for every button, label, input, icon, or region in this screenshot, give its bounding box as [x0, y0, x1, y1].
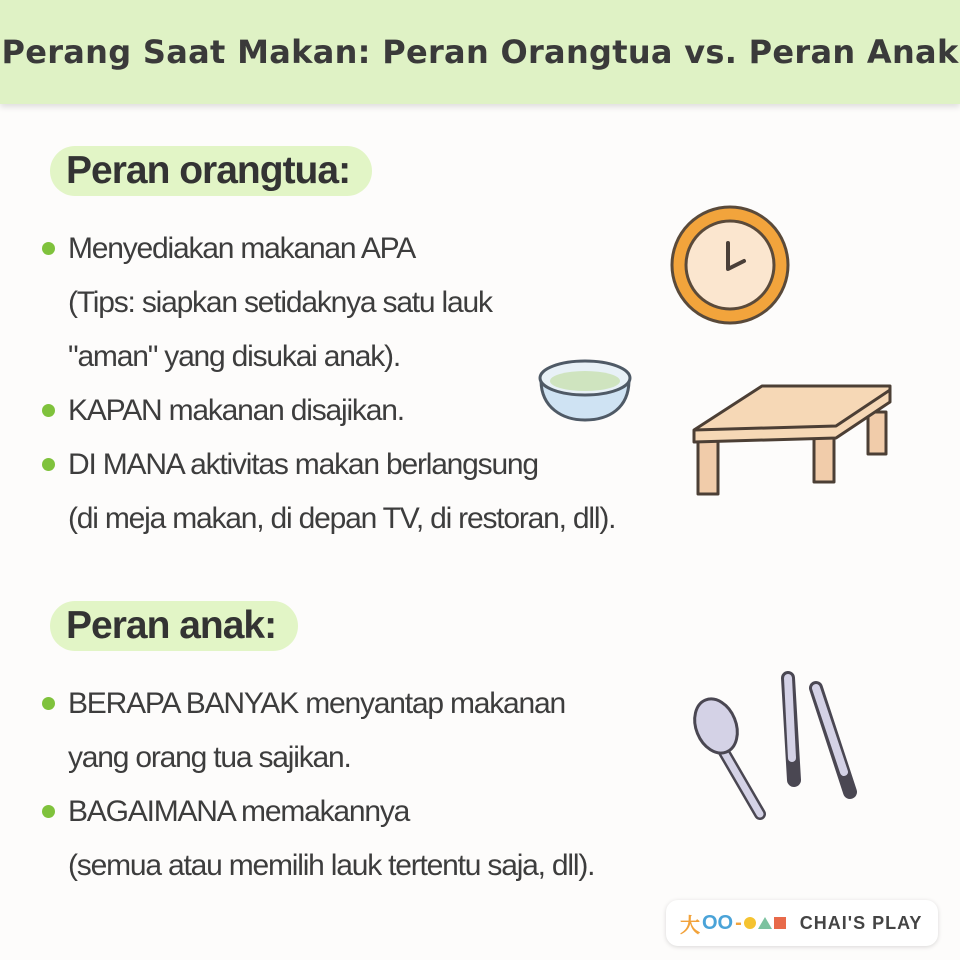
logo-mark-icon: 大 OO - [680, 909, 786, 938]
bullet-dot-icon [42, 805, 55, 818]
list-anak [40, 677, 594, 893]
brand-name: CHAI'S PLAY [799, 912, 923, 933]
list-item-line: (di meja makan, di depan TV, di restoran, dll). [68, 502, 616, 535]
list-orangtua [40, 222, 615, 546]
section-title-orangtua: Peran orangtua: [50, 146, 372, 196]
list-item-line: KAPAN makanan disajikan. [68, 394, 404, 427]
header-banner [0, 0, 960, 104]
page-title: Perang Saat Makan: Peran Orangtua vs. Peran Anak [1, 33, 959, 71]
list-item [40, 677, 594, 785]
list-item-line: BAGAIMANA memakannya [68, 795, 410, 828]
spoon-icon [690, 690, 780, 820]
section-title-anak: Peran anak: [50, 601, 298, 651]
list-item [40, 384, 615, 438]
bullet-dot-icon [42, 242, 55, 255]
bowl-icon [535, 350, 635, 424]
list-item-line: BERAPA BANYAK menyantap makanan [68, 687, 565, 720]
clock-icon [664, 203, 796, 327]
bullet-dot-icon [42, 458, 55, 471]
list-item [40, 785, 594, 893]
list-item-line: Menyediakan makanan APA [68, 232, 416, 265]
list-item [40, 222, 615, 384]
list-item-line: (Tips: siapkan setidaknya satu lauk [68, 286, 492, 319]
list-item-line: DI MANA aktivitas makan berlangsung [68, 448, 538, 481]
list-item [40, 438, 615, 546]
chopsticks-icon [774, 668, 874, 808]
table-icon [690, 378, 894, 498]
bullet-dot-icon [42, 697, 55, 710]
brand-logo [666, 900, 938, 946]
list-item-line: (semua atau memilih lauk tertentu saja, dll). [68, 849, 595, 882]
list-item-line: "aman" yang disukai anak). [68, 340, 400, 373]
bullet-dot-icon [42, 404, 55, 417]
list-item-line: yang orang tua sajikan. [68, 741, 351, 774]
